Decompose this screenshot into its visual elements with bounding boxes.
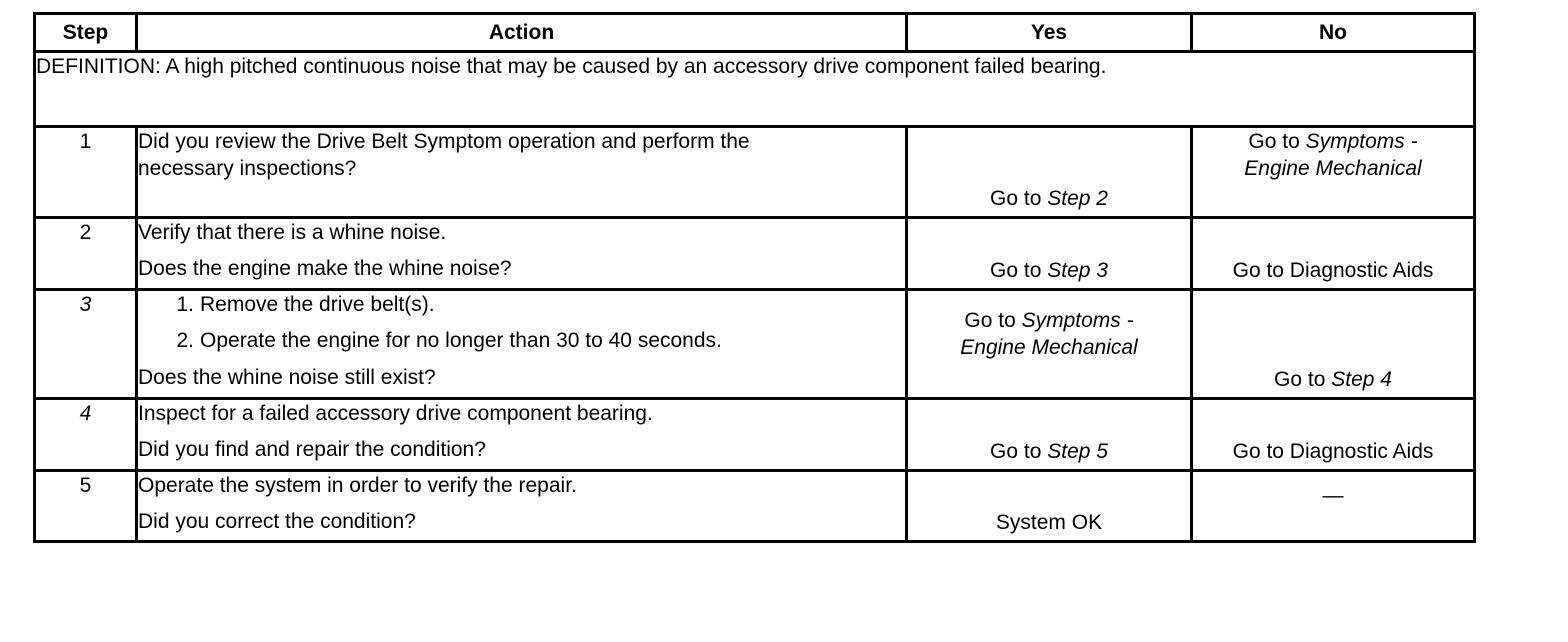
yes-result: Go to Symptoms - Engine Mechanical xyxy=(960,309,1138,360)
step-number: 3 xyxy=(35,290,137,399)
no-cell xyxy=(1192,218,1475,290)
definition-text: DEFINITION: A high pitched continuous noise that may be caused by an accessory drive component failed bearing. xyxy=(35,52,1475,127)
definition-row xyxy=(35,52,1475,127)
action-cell xyxy=(137,127,907,218)
yes-cell xyxy=(907,471,1192,542)
diagnostic-table xyxy=(33,12,1476,543)
no-cell xyxy=(1192,127,1475,218)
list-item: 2. Operate the engine for no longer than 30 to 40 seconds. xyxy=(176,329,722,353)
header-action: Action xyxy=(137,14,907,52)
step-number: 2 xyxy=(35,218,137,290)
yes-cell xyxy=(907,290,1192,399)
step-link: Step 4 xyxy=(1331,367,1392,391)
action-line: Inspect for a failed accessory drive component bearing. xyxy=(138,402,653,425)
step-number: 5 xyxy=(35,471,137,542)
yes-result: System OK xyxy=(995,510,1103,534)
action-cell xyxy=(137,290,907,399)
yes-result: Go to Step 2 xyxy=(990,186,1108,210)
no-cell xyxy=(1192,399,1475,471)
action-line: necessary inspections? xyxy=(138,157,357,181)
symptoms-link-cont: Engine Mechanical xyxy=(960,336,1138,360)
action-line: Did you review the Drive Belt Symptom operation and perform the xyxy=(138,130,750,153)
action-line: Operate the system in order to verify the repair. xyxy=(138,474,577,497)
no-result: — xyxy=(1322,484,1344,507)
yes-result: Go to Step 3 xyxy=(990,258,1108,282)
action-line: Did you find and repair the condition? xyxy=(138,438,486,462)
symptoms-link: Symptoms - xyxy=(1021,309,1134,332)
action-line: Verify that there is a whine noise. xyxy=(138,221,447,244)
action-cell xyxy=(137,218,907,290)
symptoms-link: Symptoms - xyxy=(1305,130,1418,153)
header-step: Step xyxy=(35,14,137,52)
action-line: Did you correct the condition? xyxy=(138,510,416,534)
step-link: Step 2 xyxy=(1047,186,1108,210)
no-cell xyxy=(1192,471,1475,542)
table-row xyxy=(35,218,1475,290)
step-number: 1 xyxy=(35,127,137,218)
table-row xyxy=(35,290,1475,399)
action-line: Does the engine make the whine noise? xyxy=(138,257,512,281)
step-link: Step 3 xyxy=(1047,258,1108,282)
step-number: 4 xyxy=(35,399,137,471)
action-question: Does the whine noise still exist? xyxy=(138,365,436,389)
symptoms-link-cont: Engine Mechanical xyxy=(1244,157,1422,181)
yes-cell xyxy=(907,218,1192,290)
yes-cell xyxy=(907,399,1192,471)
substep-list xyxy=(138,291,905,355)
table-row xyxy=(35,471,1475,542)
no-result: Go to Symptoms - Engine Mechanical xyxy=(1244,130,1422,181)
no-result: Go to Step 4 xyxy=(1274,367,1392,391)
action-cell xyxy=(137,399,907,471)
yes-cell xyxy=(907,127,1192,218)
header-yes: Yes xyxy=(907,14,1192,52)
table-row xyxy=(35,127,1475,218)
yes-result: Go to Step 5 xyxy=(990,439,1108,463)
table-row xyxy=(35,399,1475,471)
no-result: Go to Diagnostic Aids xyxy=(1232,439,1434,463)
header-row xyxy=(35,14,1475,52)
step-link: Step 5 xyxy=(1047,439,1108,463)
action-cell xyxy=(137,471,907,542)
header-no: No xyxy=(1192,14,1475,52)
no-result: Go to Diagnostic Aids xyxy=(1232,258,1434,282)
no-cell xyxy=(1192,290,1475,399)
list-item: 1. Remove the drive belt(s). xyxy=(176,293,435,316)
